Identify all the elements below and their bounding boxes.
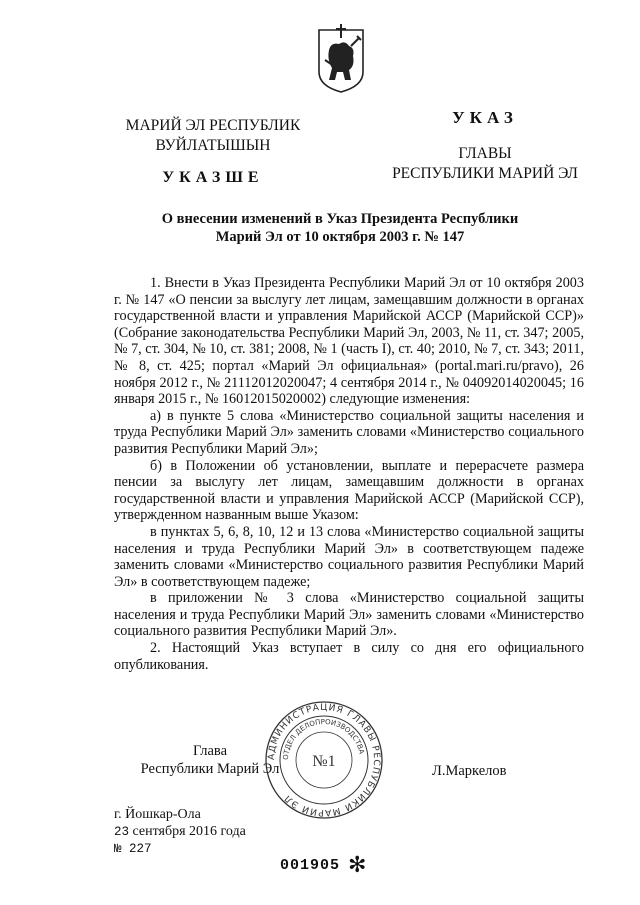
seal-number: №1: [312, 753, 336, 770]
footer-number: № 227: [114, 842, 152, 856]
body-paragraph-3: б) в Положении об установлении, выплате и перерасчете размера пенсии за выслугу лет лицам, замещавшим должности в органах государственной власти и управления Марийской АССР (Марийской ССР), утвержденном названным выше Указом:: [114, 457, 584, 524]
document-title: [120, 210, 560, 246]
header-left: [108, 116, 318, 188]
footer-city: г. Йошкар-Ола: [114, 807, 201, 822]
official-seal: [264, 700, 384, 820]
header-left-line3: УКАЗШЕ: [162, 169, 264, 186]
signature-position-line1: Глава: [192, 743, 228, 759]
header-right-line1: УКАЗ: [452, 108, 518, 127]
serial-number: 001905: [280, 857, 341, 874]
footer-date-rest: сентября 2016 года: [132, 824, 246, 839]
body-paragraph-4: в пунктах 5, 6, 8, 10, 12 и 13 слова «Министерство социальной защиты населения и труда Республики Марий Эл» в соответствующем падеже заменить словами «Министерство социального развития Республики Марий Эл» в соответствующем падеже;: [114, 523, 584, 590]
header-right-line3: РЕСПУБЛИКИ МАРИЙ ЭЛ: [392, 165, 578, 182]
header-right-line2: ГЛАВЫ: [458, 145, 512, 162]
document-body: [114, 275, 584, 673]
star-mark: ✻: [348, 853, 367, 878]
header-left-line2: ВУЙЛАТЫШЫН: [155, 137, 271, 154]
body-paragraph-1: 1. Внести в Указ Президента Республики Марий Эл от 10 октября 2003 г. № 147 «О пенсии за выслугу лет лицам, замещавшим должности в органах государственной власти и управления Марийской АССР (Марийской ССР)» (Собрание законодательства Республики Марий Эл, 2003, № 11, ст. 347; 2005, № 7, ст. 304, № 10, ст. 381; 2008, № 1 (часть I), ст. 40; 2010, № 7, ст. 343; 2011, № 8, ст. 425; портал «Марий Эл официальная» (portal.mari.ru/pravo), 26 ноября 2012 г., № 21112012020047; 4 сентября 2014 г., № 04092014020045; 16 января 2015 г., № 16012015020002) следующие изменения:: [114, 275, 584, 408]
seal-inner-text: ОТДЕЛ ДЕЛОПРОИЗВОДСТВА: [281, 717, 366, 761]
body-paragraph-5: в приложении № 3 слова «Министерство социальной защиты населения и труда Республики Марий Эл» заменить словами «Министерство социального развития Республики Марий Эл».: [114, 590, 584, 640]
signature-name: Л.Маркелов: [432, 763, 507, 779]
header-left-line1: МАРИЙ ЭЛ РЕСПУБЛИК: [125, 117, 301, 134]
footer-date-day: 23: [114, 825, 130, 839]
body-paragraph-2: а) в пункте 5 слова «Министерство социальной защиты населения и труда Республики Марий Эл» заменить словами «Министерство социального развития Республики Марий Эл»;: [114, 407, 584, 457]
seal-outer-text: АДМИНИСТРАЦИЯ ГЛАВЫ РЕСПУБЛИКИ МАРИЙ ЭЛ: [266, 702, 382, 818]
coat-of-arms-emblem: [315, 20, 367, 94]
footer-block: [114, 806, 246, 858]
title-line1: О внесении изменений в Указ Президента Республики: [161, 211, 519, 227]
signature-position: [140, 742, 280, 778]
signature-position-line2: Республики Марий Эл: [140, 761, 280, 777]
title-line2: Марий Эл от 10 октября 2003 г. № 147: [215, 229, 465, 245]
body-paragraph-6: 2. Настоящий Указ вступает в силу со дня его официального опубликования.: [114, 640, 584, 673]
header-right: [380, 108, 590, 184]
